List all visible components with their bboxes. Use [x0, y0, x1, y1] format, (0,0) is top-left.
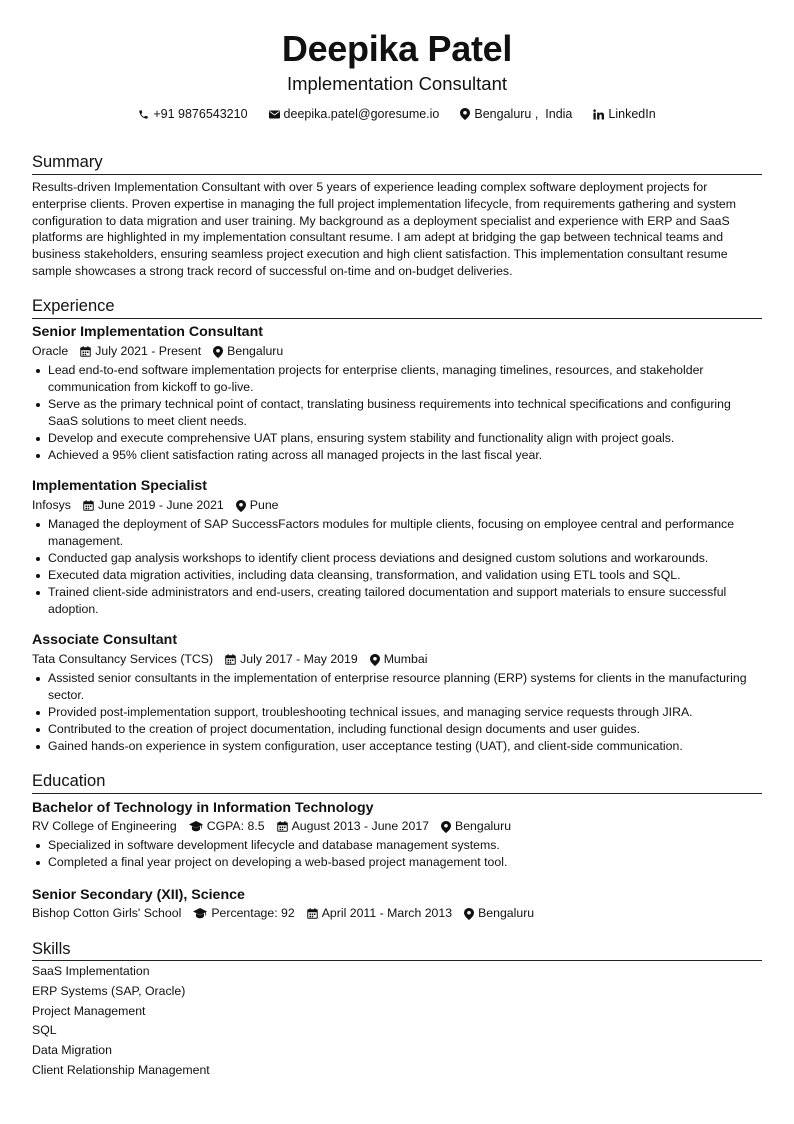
map-pin-icon — [441, 821, 451, 833]
candidate-title: Implementation Consultant — [286, 73, 508, 94]
job-title: Associate Consultant — [32, 632, 178, 648]
location-text: Pune — [249, 498, 279, 512]
list-item: Completed a final year project on developing a web-based project management tool. — [32, 854, 762, 871]
list-item: Provided post-implementation support, troubleshooting technical issues, and managing service requests through JIRA. — [32, 704, 762, 721]
education-location — [441, 818, 511, 835]
skills-divider — [32, 960, 762, 961]
education-dates — [277, 818, 429, 835]
skill-item: SaaS Implementation — [32, 964, 150, 978]
company-name: Infosys — [32, 498, 71, 512]
location-text: Bengaluru , India — [474, 107, 573, 121]
contact-location — [460, 105, 572, 123]
dates-text: August 2013 - June 2017 — [291, 819, 429, 833]
list-item: Gained hands-on experience in system configuration, user acceptance testing (UAT), and client-side communication. — [32, 738, 762, 755]
phone-text: +91 9876543210 — [153, 107, 248, 121]
skill-item: Client Relationship Management — [32, 1063, 210, 1077]
company-name: Tata Consultancy Services (TCS) — [32, 652, 214, 666]
job-meta — [32, 651, 427, 668]
linkedin-icon — [593, 109, 604, 120]
calendar-icon — [277, 821, 288, 832]
dates-text: July 2017 - May 2019 — [240, 652, 358, 666]
score-text: Percentage: 92 — [211, 906, 295, 920]
calendar-icon — [225, 654, 236, 665]
map-pin-icon — [213, 346, 223, 358]
contact-phone — [138, 105, 247, 123]
education-dates — [307, 905, 452, 922]
location-text: Bengaluru — [455, 819, 512, 833]
education-divider — [32, 793, 762, 794]
skills-heading: Skills — [32, 940, 71, 958]
contact-bar — [0, 105, 794, 123]
list-item: Contributed to the creation of project documentation, including functional design documents and user guides. — [32, 721, 762, 738]
dates-text: July 2021 - Present — [95, 344, 202, 358]
list-item: Serve as the primary technical point of contact, translating business requirements into technical specifications and configuring SaaS solutions to meet client needs. — [32, 396, 762, 430]
job-location — [236, 497, 279, 514]
job-title: Senior Implementation Consultant — [32, 324, 263, 340]
job-bullets — [32, 670, 762, 755]
list-item: Assisted senior consultants in the implementation of enterprise resource planning (ERP) systems for clients in the manufacturing sector. — [32, 670, 762, 704]
graduation-cap-icon — [189, 821, 203, 832]
skill-item: SQL — [32, 1023, 57, 1037]
job-location — [213, 343, 283, 360]
dates-text: June 2019 - June 2021 — [97, 498, 224, 512]
location-text: Bengaluru — [227, 344, 284, 358]
envelope-icon — [269, 110, 280, 119]
education-bullets — [32, 837, 762, 871]
list-item: Managed the deployment of SAP SuccessFactors modules for multiple clients, focusing on employee central and performance management. — [32, 516, 762, 550]
company-name: Oracle — [32, 344, 69, 358]
list-item: Develop and execute comprehensive UAT plans, ensuring system stability and functionality align with project goals. — [32, 430, 762, 447]
calendar-icon — [80, 346, 91, 357]
summary-divider — [32, 174, 762, 175]
summary-text: Results-driven Implementation Consultant with over 5 years of experience leading complex software deployment projects for enterprise clients. Proven expertise in managing the full project implementation lifecycle, from requirements gathering and system configuration to data migration and user training. My background as a deployment specialist and experience with ERP and SaaS platforms are highlighted in my implementation consultant resume. I am adept at bridging the gap between technical teams and business stakeholders, ensuring seamless project execution and high client satisfaction. This implementation consultant resume sample showcases a strong track record of successful on-time and on-budget deliveries. — [32, 180, 736, 278]
skill-item: Project Management — [32, 1004, 146, 1018]
map-pin-icon — [460, 108, 470, 120]
list-item: Achieved a 95% client satisfaction rating across all managed projects in the last fiscal year. — [32, 447, 762, 464]
job-dates — [83, 497, 224, 514]
education-meta — [32, 905, 534, 922]
school-name: RV College of Engineering — [32, 819, 177, 833]
job-dates — [225, 651, 358, 668]
contact-linkedin[interactable] — [593, 105, 655, 123]
list-item: Trained client-side administrators and end-users, creating tailored documentation and support materials to ensure successful adoption. — [32, 584, 762, 618]
map-pin-icon — [236, 500, 246, 512]
summary-heading: Summary — [32, 153, 103, 171]
skill-item: Data Migration — [32, 1043, 112, 1057]
school-name: Bishop Cotton Girls' School — [32, 906, 182, 920]
score-text: CGPA: 8.5 — [206, 819, 265, 833]
location-text: Bengaluru — [478, 906, 535, 920]
job-bullets — [32, 362, 762, 463]
list-item: Lead end-to-end software implementation projects for enterprise clients, managing timelines, resources, and stakeholder communication from kickoff to go-live. — [32, 362, 762, 396]
job-meta — [32, 343, 283, 360]
skill-item: ERP Systems (SAP, Oracle) — [32, 984, 186, 998]
dates-text: April 2011 - March 2013 — [321, 906, 453, 920]
education-heading: Education — [32, 772, 106, 790]
list-item: Executed data migration activities, including data cleansing, transformation, and validation using ETL tools and SQL. — [32, 567, 762, 584]
job-meta — [32, 497, 279, 514]
calendar-icon — [83, 500, 94, 511]
job-title: Implementation Specialist — [32, 478, 208, 494]
contact-email[interactable] — [269, 105, 440, 123]
candidate-name: Deepika Patel — [281, 28, 513, 69]
job-dates — [80, 343, 201, 360]
graduation-cap-icon — [193, 908, 207, 919]
calendar-icon — [307, 908, 318, 919]
experience-divider — [32, 318, 762, 319]
map-pin-icon — [370, 654, 380, 666]
degree-title: Bachelor of Technology in Information Technology — [32, 800, 374, 816]
list-item: Specialized in software development lifecycle and database management systems. — [32, 837, 762, 854]
map-pin-icon — [464, 908, 474, 920]
education-score — [193, 905, 294, 922]
job-bullets — [32, 516, 762, 617]
education-score — [189, 818, 265, 835]
email-link[interactable]: deepika.patel@goresume.io — [283, 107, 440, 121]
degree-title: Senior Secondary (XII), Science — [32, 887, 245, 903]
experience-heading: Experience — [32, 297, 115, 315]
job-location — [370, 651, 428, 668]
linkedin-link[interactable]: LinkedIn — [608, 107, 656, 121]
education-location — [464, 905, 534, 922]
location-text: Mumbai — [383, 652, 428, 666]
phone-icon — [138, 109, 149, 120]
education-meta — [32, 818, 511, 835]
list-item: Conducted gap analysis workshops to identify client process deviations and designed custom solutions and workarounds. — [32, 550, 762, 567]
